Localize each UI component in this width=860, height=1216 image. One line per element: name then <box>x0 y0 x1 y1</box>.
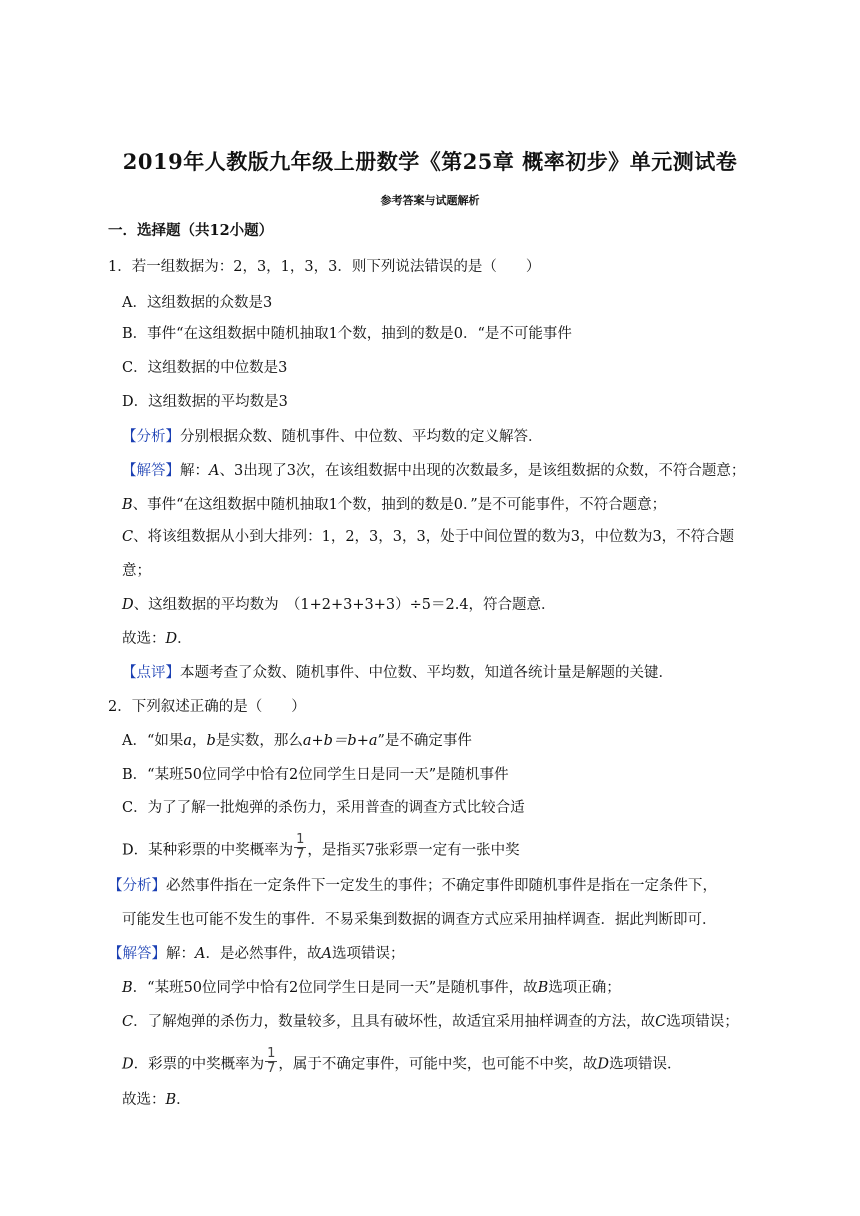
fraction-one-seventh: $\frac{1}{7}$ <box>267 1046 276 1076</box>
q1-option-d: D．这组数据的平均数是3 <box>122 394 288 410</box>
solution-tag: 【解答】 <box>108 946 166 962</box>
document-subtitle: 参考答案与试题解析 <box>380 194 480 207</box>
q1-solution-d: D、这组数据的平均数为 （1+2+3+3+3）÷5＝2.4，符合题意． <box>122 597 556 613</box>
solution-tag: 【解答】 <box>122 463 180 479</box>
q1-comment: 【点评】本题考查了众数、随机事件、中位数、平均数，知道各统计量是解题的关键． <box>122 665 673 681</box>
q2-solution-b: B．“某班50位同学中恰有2位同学生日是同一天”是随机事件，故B选项正确； <box>122 980 621 996</box>
q1-stem: 1．若一组数据为：2，3，1，3，3．则下列说法错误的是（ ） <box>108 259 541 275</box>
q1-analysis: 【分析】分别根据众数、随机事件、中位数、平均数的定义解答． <box>122 429 543 445</box>
q1-solution-a: 【解答】解：A、3出现了3次，在该组数据中出现的次数最多，是该组数据的众数，不符合题意； <box>122 463 746 479</box>
section-heading: 一．选择题（共12小题） <box>108 222 274 239</box>
q1-choice: 故选：D． <box>122 631 192 647</box>
comment-tag: 【点评】 <box>122 665 180 681</box>
q2-stem: 2．下列叙述正确的是（ ） <box>108 699 306 715</box>
analysis-tag: 【分析】 <box>122 429 180 445</box>
q2-option-b: B．“某班50位同学中恰有2位同学生日是同一天”是随机事件 <box>122 767 509 783</box>
q2-option-d: D．某种彩票的中奖概率为 $\frac{1}{7}$ ，是指买7张彩票一定有一张中奖 <box>122 832 520 862</box>
q2-solution-c: C．了解炮弹的杀伤力，数量较多，且具有破坏性，故适宜采用抽样调查的方法，故C选项错误； <box>122 1014 739 1030</box>
q2-solution-d: D．彩票的中奖概率为 $\frac{1}{7}$ ，属于不确定事件，可能中奖，也可能不中奖，故D选项错误． <box>122 1046 682 1076</box>
q1-solution-b: B、事件“在这组数据中随机抽取1个数，抽到的数是0．”是不可能事件，不符合题意； <box>122 497 667 513</box>
q2-analysis-2: 可能发生也可能不发生的事件．不易采集到数据的调查方式应采用抽样调查．据此判断即可． <box>122 912 717 928</box>
q1-option-c: C．这组数据的中位数是3 <box>122 360 288 376</box>
fraction-one-seventh: $\frac{1}{7}$ <box>296 832 305 862</box>
q1-solution-c: C、将该组数据从小到大排列：1，2，3，3，3，处于中间位置的数为3，中位数为3，不符合题 <box>122 529 735 545</box>
q2-choice: 故选：B． <box>122 1092 191 1108</box>
q1-solution-c-cont: 意； <box>122 563 151 579</box>
analysis-tag: 【分析】 <box>108 878 166 894</box>
q2-solution-a: 【解答】解：A．是必然事件，故A选项错误； <box>108 946 405 962</box>
q2-option-a: A．“如果a，b是实数，那么a+b＝b+a”是不确定事件 <box>122 733 472 749</box>
q1-option-b: B．事件“在这组数据中随机抽取1个数，抽到的数是0．“是不可能事件 <box>122 326 572 342</box>
q2-analysis-1: 【分析】必然事件指在一定条件下一定发生的事件；不确定事件即随机事件是指在一定条件下， <box>108 878 717 894</box>
document-title: 2019年人教版九年级上册数学《第25章 概率初步》单元测试卷 <box>122 149 738 174</box>
q1-option-a: A．这组数据的众数是3 <box>122 295 273 311</box>
q2-option-c: C．为了了解一批炮弹的杀伤力，采用普查的调查方式比较合适 <box>122 800 525 816</box>
